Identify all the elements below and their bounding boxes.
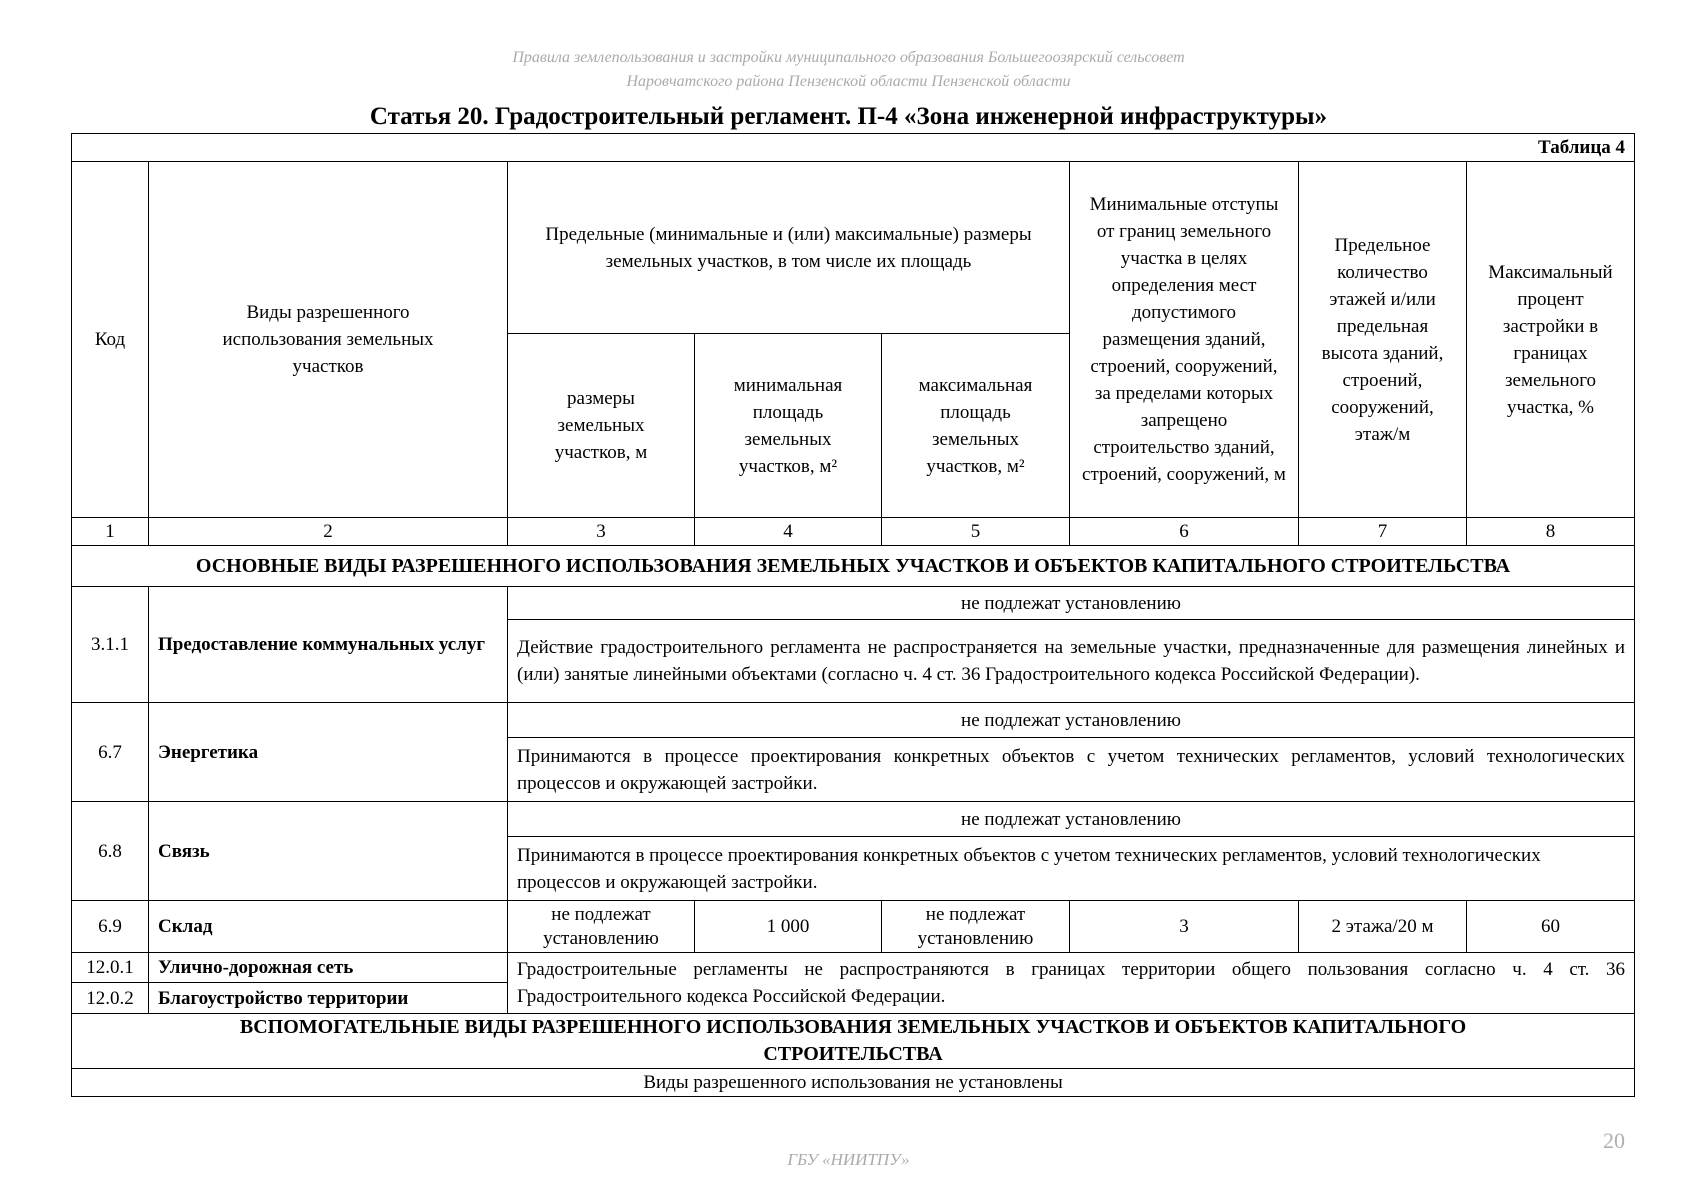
main-section-row: [72, 546, 1635, 587]
header-sizes: размеры земельных участков, м: [508, 334, 695, 518]
table-row: [72, 703, 1635, 738]
header-max-area: максимальная площадь земельных участков, м²: [882, 334, 1070, 518]
running-header: [0, 46, 1697, 94]
running-header-line-2: Наровчатского района Пензенской области Пензенской области: [626, 73, 1071, 90]
column-number: 7: [1299, 518, 1467, 546]
aux-section-row: [72, 1014, 1635, 1069]
header-coverage: Максимальный процент застройки в границах земельного участка, %: [1467, 162, 1635, 518]
header-row-1: [72, 162, 1635, 334]
row-code: 12.0.1: [72, 953, 149, 983]
row-not-set: не подлежат установлению: [508, 587, 1635, 620]
row-code: 12.0.2: [72, 983, 149, 1014]
row-use-name: Благоустройство территории: [149, 983, 508, 1014]
row-code: 6.7: [72, 703, 149, 802]
table-caption: Таблица 4: [72, 134, 1635, 162]
column-number-row: [72, 518, 1635, 546]
row-use-name: Предоставление коммунальных услуг: [149, 587, 508, 703]
aux-note: Виды разрешенного использования не установлены: [72, 1069, 1635, 1097]
row-not-set: не подлежат установлению: [508, 703, 1635, 738]
column-number: 4: [695, 518, 882, 546]
row-use-name: Связь: [149, 802, 508, 901]
header-limits: Предельные (минимальные и (или) максимальные) размеры земельных участков, в том числе их площадь: [508, 162, 1070, 334]
aux-note-row: [72, 1069, 1635, 1097]
row-use-name: Улично-дорожная сеть: [149, 953, 508, 983]
table-row: [72, 587, 1635, 620]
header-code: Код: [72, 162, 149, 518]
row-not-set: не подлежат установлению: [508, 802, 1635, 837]
row-code: 3.1.1: [72, 587, 149, 703]
table-row: [72, 802, 1635, 837]
column-number: 6: [1070, 518, 1299, 546]
column-number: 5: [882, 518, 1070, 546]
page-number: 20: [1603, 1128, 1625, 1153]
warehouse-max-area: не подлежат установлению: [882, 901, 1070, 953]
page-footer: ГБУ «НИИТПУ»: [787, 1150, 910, 1169]
column-number: 2: [149, 518, 508, 546]
table-row-warehouse: [72, 901, 1635, 953]
header-use-types: Виды разрешенного использования земельных участков: [149, 162, 508, 518]
table-row: [72, 953, 1635, 983]
row-note: Действие градостроительного регламента не распространяется на земельные участки, предназначенные для размещения линейных и (или) занятые линейными объектами (согласно ч. 4 ст. 36 Градостроительного кодекса Российской Федерации).: [508, 620, 1635, 703]
column-number: 8: [1467, 518, 1635, 546]
main-section-heading: ОСНОВНЫЕ ВИДЫ РАЗРЕШЕННОГО ИСПОЛЬЗОВАНИЯ ЗЕМЕЛЬНЫХ УЧАСТКОВ И ОБЪЕКТОВ КАПИТАЛЬНОГО СТРОИТЕЛЬСТВА: [72, 546, 1635, 587]
header-setbacks: Минимальные отступы от границ земельного участка в целях определения мест допустимого размещения зданий, строений, сооружений, за пределами которых запрещено строительство зданий, строений, сооружений, м: [1070, 162, 1299, 518]
header-floors: Предельное количество этажей и/или предельная высота зданий, строений, сооружений, этаж/м: [1299, 162, 1467, 518]
article-title: Статья 20. Градостроительный регламент. П-4 «Зона инженерной инфраструктуры»: [369, 103, 1328, 130]
row-use-name: Склад: [149, 901, 508, 953]
row-note: Принимаются в процессе проектирования конкретных объектов с учетом технических регламентов, условий технологических процессов и окружающей застройки.: [508, 837, 1635, 901]
header-min-area: минимальная площадь земельных участков, м²: [695, 334, 882, 518]
warehouse-coverage: 60: [1467, 901, 1635, 953]
aux-section-heading: ВСПОМОГАТЕЛЬНЫЕ ВИДЫ РАЗРЕШЕННОГО ИСПОЛЬЗОВАНИЯ ЗЕМЕЛЬНЫХ УЧАСТКОВ И ОБЪЕКТОВ КАПИТАЛЬНОГО СТРОИТЕЛЬСТВА: [72, 1014, 1635, 1069]
warehouse-min-area: 1 000: [695, 901, 882, 953]
common-territory-note: Градостроительные регламенты не распространяются в границах территории общего пользования согласно ч. 4 ст. 36 Градостроительного кодекса Российской Федерации.: [508, 953, 1635, 1014]
warehouse-setback: 3: [1070, 901, 1299, 953]
regulation-table: [71, 133, 1635, 1097]
row-code: 6.8: [72, 802, 149, 901]
column-number: 3: [508, 518, 695, 546]
row-code: 6.9: [72, 901, 149, 953]
running-header-line-1: Правила землепользования и застройки муниципального образования Большегоозярский сельсовет: [512, 49, 1185, 66]
warehouse-floors: 2 этажа/20 м: [1299, 901, 1467, 953]
row-note: Принимаются в процессе проектирования конкретных объектов с учетом технических регламентов, условий технологических процессов и окружающей застройки.: [508, 738, 1635, 802]
column-number: 1: [72, 518, 149, 546]
row-use-name: Энергетика: [149, 703, 508, 802]
warehouse-sizes: не подлежат установлению: [508, 901, 695, 953]
caption-row: [72, 134, 1635, 162]
